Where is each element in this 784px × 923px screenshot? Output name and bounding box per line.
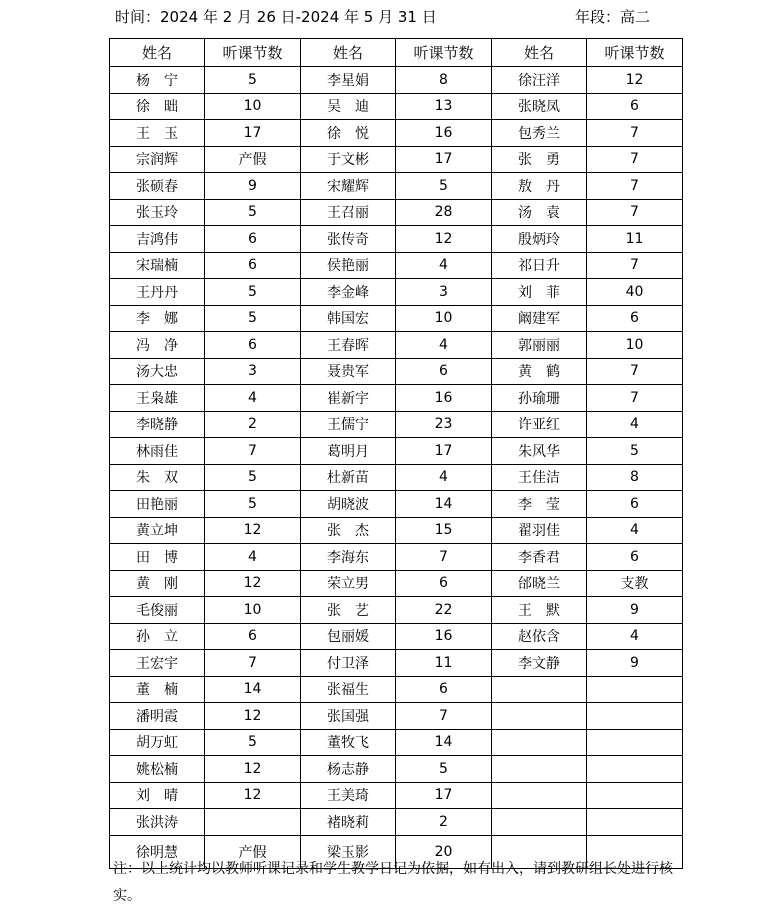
name-cell: 王春晖 — [301, 332, 396, 359]
name-cell: 宗润辉 — [110, 146, 205, 173]
count-cell: 8 — [396, 67, 492, 94]
count-cell: 7 — [205, 438, 301, 465]
count-cell: 14 — [396, 729, 492, 756]
count-cell: 6 — [396, 570, 492, 597]
name-cell: 孙 立 — [110, 623, 205, 650]
count-cell: 4 — [587, 623, 683, 650]
name-cell: 李香君 — [492, 544, 587, 571]
name-cell: 张晓凤 — [492, 93, 587, 120]
count-cell: 6 — [205, 226, 301, 253]
name-cell: 杨志静 — [301, 756, 396, 783]
count-cell: 6 — [205, 332, 301, 359]
name-cell: 朱 双 — [110, 464, 205, 491]
table-row — [110, 650, 683, 677]
name-cell: 包秀兰 — [492, 120, 587, 147]
count-cell: 5 — [205, 464, 301, 491]
name-cell: 包丽媛 — [301, 623, 396, 650]
header-name-1: 姓名 — [110, 39, 205, 67]
table-row — [110, 279, 683, 306]
name-cell: 赵依含 — [492, 623, 587, 650]
name-cell: 姚松楠 — [110, 756, 205, 783]
count-cell: 12 — [205, 570, 301, 597]
count-cell: 6 — [587, 491, 683, 518]
name-cell: 田 博 — [110, 544, 205, 571]
name-cell: 宋耀辉 — [301, 173, 396, 200]
name-cell: 徐明慧 — [110, 835, 205, 868]
count-cell — [587, 676, 683, 703]
count-cell: 7 — [396, 544, 492, 571]
table-row — [110, 332, 683, 359]
count-cell: 11 — [396, 650, 492, 677]
count-cell: 17 — [205, 120, 301, 147]
count-cell: 6 — [396, 676, 492, 703]
name-cell: 褚晓莉 — [301, 809, 396, 836]
count-cell: 2 — [396, 809, 492, 836]
footnote: 注：以上统计均以教师听课记录和学生教学日记为依据，如有出入，请到教研组长处进行核实。 — [113, 861, 673, 904]
name-cell: 杨 宁 — [110, 67, 205, 94]
name-cell — [492, 756, 587, 783]
count-cell: 4 — [587, 411, 683, 438]
table-row — [110, 570, 683, 597]
name-cell: 张国强 — [301, 703, 396, 730]
table-row — [110, 305, 683, 332]
name-cell: 张 杰 — [301, 517, 396, 544]
name-cell: 于文彬 — [301, 146, 396, 173]
count-cell: 7 — [587, 252, 683, 279]
name-cell: 徐 昢 — [110, 93, 205, 120]
table-row — [110, 358, 683, 385]
name-cell: 汤 袁 — [492, 199, 587, 226]
lecture-stats-table — [109, 38, 683, 869]
count-cell: 13 — [396, 93, 492, 120]
table-row — [110, 173, 683, 200]
name-cell: 张洪涛 — [110, 809, 205, 836]
count-cell: 16 — [396, 623, 492, 650]
count-cell: 10 — [205, 93, 301, 120]
count-cell: 7 — [396, 703, 492, 730]
count-cell: 10 — [587, 332, 683, 359]
name-cell: 梁玉影 — [301, 835, 396, 868]
name-cell: 王丹丹 — [110, 279, 205, 306]
name-cell: 李文静 — [492, 650, 587, 677]
table-row — [110, 411, 683, 438]
table-row — [110, 385, 683, 412]
name-cell: 聂贵军 — [301, 358, 396, 385]
table-row — [110, 676, 683, 703]
count-cell: 10 — [205, 597, 301, 624]
count-cell: 11 — [587, 226, 683, 253]
count-cell: 支教 — [587, 570, 683, 597]
table-row — [110, 597, 683, 624]
name-cell — [492, 782, 587, 809]
count-cell: 5 — [205, 491, 301, 518]
count-cell — [587, 729, 683, 756]
name-cell: 黄立坤 — [110, 517, 205, 544]
table-row — [110, 782, 683, 809]
count-cell: 10 — [396, 305, 492, 332]
count-cell — [587, 756, 683, 783]
count-cell: 16 — [396, 385, 492, 412]
count-cell: 9 — [587, 597, 683, 624]
name-cell: 侯艳丽 — [301, 252, 396, 279]
name-cell: 吉鸿伟 — [110, 226, 205, 253]
count-cell: 4 — [396, 464, 492, 491]
count-cell: 4 — [396, 332, 492, 359]
name-cell: 吴 迪 — [301, 93, 396, 120]
count-cell: 5 — [205, 279, 301, 306]
period-label: 时间：2024 年 2 月 26 日-2024 年 5 月 31 日 — [115, 8, 437, 26]
table-row — [110, 756, 683, 783]
count-cell: 40 — [587, 279, 683, 306]
count-cell: 6 — [587, 305, 683, 332]
count-cell — [587, 809, 683, 836]
count-cell: 23 — [396, 411, 492, 438]
count-cell: 7 — [205, 650, 301, 677]
table-row — [110, 544, 683, 571]
name-cell: 敖 丹 — [492, 173, 587, 200]
name-cell: 荣立男 — [301, 570, 396, 597]
name-cell: 孙瑜珊 — [492, 385, 587, 412]
name-cell: 李金峰 — [301, 279, 396, 306]
name-cell: 潘明霞 — [110, 703, 205, 730]
table-row — [110, 491, 683, 518]
count-cell: 7 — [587, 120, 683, 147]
table-row — [110, 703, 683, 730]
count-cell: 28 — [396, 199, 492, 226]
name-cell — [492, 676, 587, 703]
name-cell: 张传奇 — [301, 226, 396, 253]
table-row — [110, 67, 683, 94]
name-cell: 李 娜 — [110, 305, 205, 332]
count-cell: 7 — [587, 173, 683, 200]
count-cell: 17 — [396, 782, 492, 809]
count-cell: 产假 — [205, 146, 301, 173]
name-cell: 王召丽 — [301, 199, 396, 226]
name-cell — [492, 729, 587, 756]
name-cell: 李星娟 — [301, 67, 396, 94]
name-cell: 田艳丽 — [110, 491, 205, 518]
name-cell: 董牧飞 — [301, 729, 396, 756]
count-cell: 12 — [587, 67, 683, 94]
name-cell: 葛明月 — [301, 438, 396, 465]
count-cell: 12 — [396, 226, 492, 253]
table-row — [110, 729, 683, 756]
count-cell: 9 — [587, 650, 683, 677]
count-cell: 6 — [587, 93, 683, 120]
count-cell: 12 — [205, 517, 301, 544]
count-cell: 5 — [205, 305, 301, 332]
name-cell — [492, 809, 587, 836]
table-row — [110, 464, 683, 491]
count-cell — [205, 809, 301, 836]
count-cell: 4 — [205, 385, 301, 412]
count-cell: 9 — [205, 173, 301, 200]
table-row — [110, 438, 683, 465]
count-cell: 6 — [396, 358, 492, 385]
count-cell: 4 — [587, 517, 683, 544]
count-cell — [587, 703, 683, 730]
count-cell: 2 — [205, 411, 301, 438]
name-cell: 王宏宇 — [110, 650, 205, 677]
count-cell: 5 — [396, 173, 492, 200]
name-cell: 翟羽佳 — [492, 517, 587, 544]
name-cell: 王佳洁 — [492, 464, 587, 491]
name-cell: 李晓静 — [110, 411, 205, 438]
name-cell: 张福生 — [301, 676, 396, 703]
name-cell: 胡万虹 — [110, 729, 205, 756]
count-cell: 6 — [205, 623, 301, 650]
name-cell: 毛俊丽 — [110, 597, 205, 624]
count-cell: 5 — [396, 756, 492, 783]
count-cell: 7 — [587, 385, 683, 412]
name-cell: 王枭雄 — [110, 385, 205, 412]
table-header-row — [110, 39, 683, 67]
table-row — [110, 93, 683, 120]
table-row — [110, 146, 683, 173]
count-cell: 4 — [396, 252, 492, 279]
name-cell: 李 莹 — [492, 491, 587, 518]
name-cell: 崔新宇 — [301, 385, 396, 412]
count-cell: 4 — [205, 544, 301, 571]
name-cell: 刘 晴 — [110, 782, 205, 809]
table-row — [110, 226, 683, 253]
name-cell: 王儒宁 — [301, 411, 396, 438]
table-row — [110, 252, 683, 279]
header-count-3: 听课节数 — [587, 39, 683, 67]
count-cell: 5 — [205, 729, 301, 756]
name-cell: 祁日升 — [492, 252, 587, 279]
count-cell: 5 — [205, 67, 301, 94]
table-row — [110, 809, 683, 836]
name-cell: 邰晓兰 — [492, 570, 587, 597]
name-cell: 朱风华 — [492, 438, 587, 465]
name-cell: 汤大忠 — [110, 358, 205, 385]
table-row — [110, 623, 683, 650]
name-cell: 董 楠 — [110, 676, 205, 703]
count-cell: 15 — [396, 517, 492, 544]
name-cell: 黄 刚 — [110, 570, 205, 597]
count-cell: 6 — [587, 544, 683, 571]
name-cell: 王 默 — [492, 597, 587, 624]
count-cell: 产假 — [205, 835, 301, 868]
name-cell: 杜新苗 — [301, 464, 396, 491]
name-cell — [492, 703, 587, 730]
count-cell: 14 — [205, 676, 301, 703]
count-cell: 17 — [396, 146, 492, 173]
table-body — [110, 39, 683, 869]
name-cell: 付卫泽 — [301, 650, 396, 677]
name-cell: 王美琦 — [301, 782, 396, 809]
count-cell: 22 — [396, 597, 492, 624]
count-cell: 6 — [205, 252, 301, 279]
grade-label: 年段：高二 — [575, 8, 651, 26]
name-cell: 宋瑞楠 — [110, 252, 205, 279]
name-cell: 冯 净 — [110, 332, 205, 359]
count-cell: 7 — [587, 199, 683, 226]
header-name-2: 姓名 — [301, 39, 396, 67]
count-cell: 5 — [205, 199, 301, 226]
name-cell: 李海东 — [301, 544, 396, 571]
name-cell: 张玉玲 — [110, 199, 205, 226]
name-cell: 徐 悦 — [301, 120, 396, 147]
table-row — [110, 517, 683, 544]
name-cell: 刘 菲 — [492, 279, 587, 306]
count-cell: 20 — [396, 835, 492, 868]
count-cell: 7 — [587, 146, 683, 173]
count-cell: 12 — [205, 756, 301, 783]
name-cell: 黄 鹤 — [492, 358, 587, 385]
count-cell: 3 — [396, 279, 492, 306]
name-cell: 殷炳玲 — [492, 226, 587, 253]
count-cell: 12 — [205, 782, 301, 809]
count-cell: 3 — [205, 358, 301, 385]
count-cell — [587, 782, 683, 809]
header-count-1: 听课节数 — [205, 39, 301, 67]
name-cell: 胡晓波 — [301, 491, 396, 518]
name-cell: 王 玉 — [110, 120, 205, 147]
table-row — [110, 199, 683, 226]
name-cell: 林雨佳 — [110, 438, 205, 465]
name-cell: 许亚红 — [492, 411, 587, 438]
name-cell: 张 艺 — [301, 597, 396, 624]
count-cell: 5 — [587, 438, 683, 465]
count-cell: 7 — [587, 358, 683, 385]
name-cell: 徐汪洋 — [492, 67, 587, 94]
count-cell: 12 — [205, 703, 301, 730]
count-cell: 14 — [396, 491, 492, 518]
name-cell: 阚建军 — [492, 305, 587, 332]
name-cell: 张硕春 — [110, 173, 205, 200]
count-cell: 8 — [587, 464, 683, 491]
name-cell: 张 勇 — [492, 146, 587, 173]
table-row — [110, 120, 683, 147]
header-name-3: 姓名 — [492, 39, 587, 67]
name-cell: 郭丽丽 — [492, 332, 587, 359]
name-cell: 韩国宏 — [301, 305, 396, 332]
header-count-2: 听课节数 — [396, 39, 492, 67]
count-cell: 17 — [396, 438, 492, 465]
count-cell: 16 — [396, 120, 492, 147]
